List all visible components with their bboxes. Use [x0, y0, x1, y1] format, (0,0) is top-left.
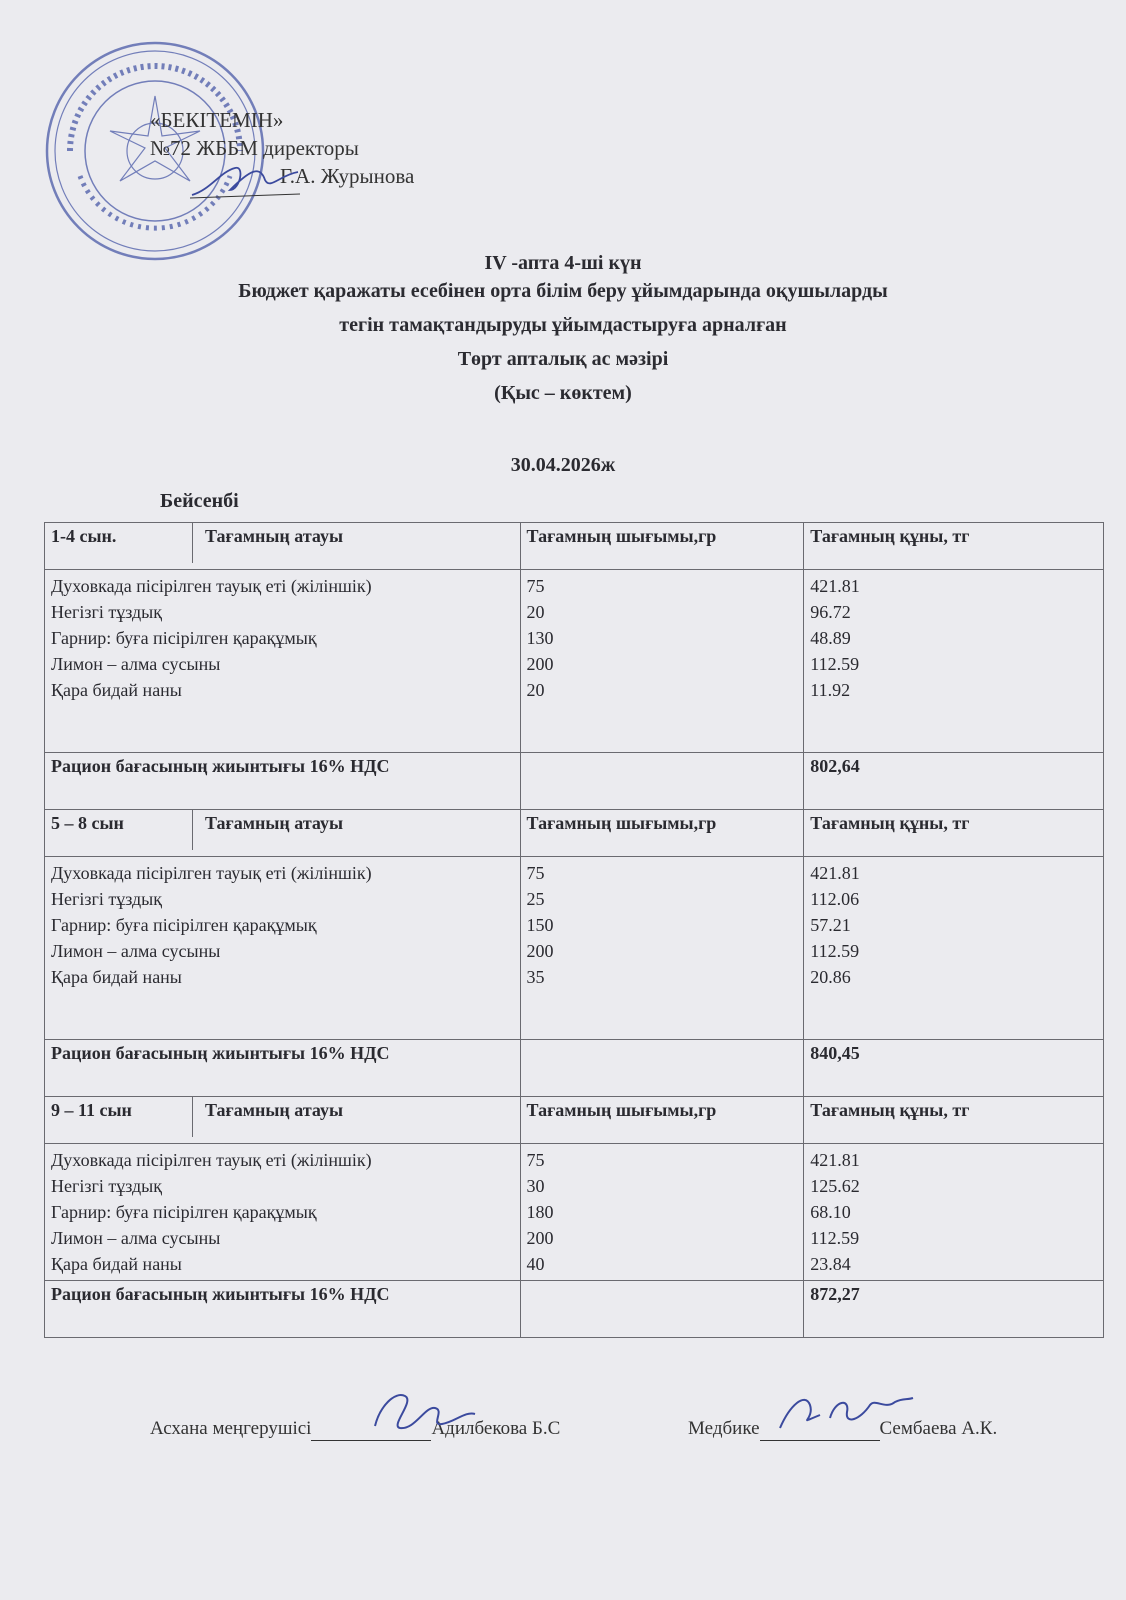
- dish-column-header: [45, 1097, 521, 1144]
- dish-yield: 75: [526, 863, 545, 883]
- class-label: 9 – 11 сын: [45, 1097, 193, 1137]
- group-total-row: [45, 1281, 1104, 1338]
- dish-yield: 20: [526, 680, 545, 700]
- dish-price: 96.72: [810, 602, 851, 622]
- dish-name: Қара бидай наны: [51, 1254, 182, 1274]
- dish-yield: 200: [526, 941, 554, 961]
- dish-yield: 180: [526, 1202, 554, 1222]
- yield-column-header: Тағамның шығымы,гр: [520, 1097, 804, 1144]
- dish-name: Духовкада пісірілген тауық еті (жіліншік): [51, 576, 372, 596]
- dish-price: 421.81: [810, 863, 860, 883]
- dish-column-header: [45, 810, 521, 857]
- approval-position: №72 ЖББМ директоры: [150, 136, 359, 160]
- dish-name: Негізгі тұздық: [51, 889, 163, 909]
- dish-price: 112.59: [810, 654, 860, 674]
- dish-price: 68.10: [810, 1202, 851, 1222]
- total-label: Рацион бағасының жиынтығы 16% НДС: [45, 1281, 521, 1338]
- total-empty-cell: [520, 1281, 804, 1338]
- menu-date: 30.04.2026ж: [510, 454, 616, 476]
- dish-price: 125.62: [810, 1176, 860, 1196]
- total-value: 802,64: [804, 753, 1104, 810]
- dish-yield: 130: [526, 628, 554, 648]
- dish-name: Лимон – алма сусыны: [51, 1228, 221, 1248]
- group-total-row: [45, 753, 1104, 810]
- total-label: Рацион бағасының жиынтығы 16% НДС: [45, 1040, 521, 1097]
- group-items-row: [45, 570, 1104, 753]
- dish-header-label: Тағамның атауы: [205, 526, 344, 546]
- dish-price: 112.06: [810, 889, 860, 909]
- total-value: 840,45: [804, 1040, 1104, 1097]
- dish-price: 48.89: [810, 628, 851, 648]
- dish-yield: 20: [526, 602, 545, 622]
- dish-header-label: Тағамның атауы: [205, 813, 344, 833]
- dish-names-cell: [45, 1144, 521, 1281]
- dish-yield: 75: [526, 576, 545, 596]
- dish-name: Лимон – алма сусыны: [51, 654, 221, 674]
- dish-yield: 200: [526, 654, 554, 674]
- total-value: 872,27: [804, 1281, 1104, 1338]
- menu-table: [44, 522, 1104, 1338]
- dish-yield: 35: [526, 967, 545, 987]
- dish-name: Негізгі тұздық: [51, 1176, 163, 1196]
- dish-price: 112.59: [810, 1228, 860, 1248]
- cook-signature-icon: [370, 1386, 480, 1436]
- dish-yields-cell: [520, 857, 804, 1040]
- dish-name: Лимон – алма сусыны: [51, 941, 221, 961]
- group-header-row: [45, 810, 1104, 857]
- nurse-role: Медбике: [688, 1418, 760, 1439]
- dish-prices-cell: [804, 570, 1104, 753]
- director-signature-icon: [190, 160, 300, 200]
- dish-price: 57.21: [810, 915, 851, 935]
- heading-line-3: Төрт апталық ас мәзірі: [457, 348, 669, 370]
- dish-name: Духовкада пісірілген тауық еті (жіліншік): [51, 863, 372, 883]
- yield-column-header: Тағамның шығымы,гр: [520, 523, 804, 570]
- dish-name: Духовкада пісірілген тауық еті (жіліншік): [51, 1150, 372, 1170]
- dish-yield: 200: [526, 1228, 554, 1248]
- nurse-name: Сембаева А.К.: [879, 1418, 998, 1439]
- weekday: Бейсенбі: [160, 490, 239, 512]
- dish-names-cell: [45, 857, 521, 1040]
- heading-line-2: тегін тамақтандыруды ұйымдастыруға арналған: [339, 314, 787, 336]
- dish-name: Гарнир: буға пісірілген қарақұмық: [51, 915, 317, 935]
- cook-role: Асхана меңгерушісі: [150, 1418, 312, 1439]
- dish-yield: 150: [526, 915, 554, 935]
- dish-name: Гарнир: буға пісірілген қарақұмық: [51, 1202, 317, 1222]
- dish-prices-cell: [804, 1144, 1104, 1281]
- week-day: IV -апта 4-ші күн: [484, 252, 642, 274]
- total-empty-cell: [520, 1040, 804, 1097]
- group-header-row: [45, 523, 1104, 570]
- price-column-header: Тағамның құны, тг: [804, 1097, 1104, 1144]
- dish-price: 421.81: [810, 576, 860, 596]
- dish-column-header: [45, 523, 521, 570]
- yield-column-header: Тағамның шығымы,гр: [520, 810, 804, 857]
- approval-director-name: Г.А. Журынова: [280, 164, 415, 188]
- group-total-row: [45, 1040, 1104, 1097]
- cook-name: Адилбекова Б.С: [431, 1418, 561, 1439]
- dish-names-cell: [45, 570, 521, 753]
- total-empty-cell: [520, 753, 804, 810]
- dish-price: 20.86: [810, 967, 851, 987]
- class-label: 1-4 сын.: [45, 523, 193, 563]
- dish-yield: 30: [526, 1176, 545, 1196]
- dish-yield: 75: [526, 1150, 545, 1170]
- dish-price: 11.92: [810, 680, 851, 700]
- heading-season: (Қыс – көктем): [494, 382, 632, 404]
- dish-yields-cell: [520, 1144, 804, 1281]
- dish-yield: 40: [526, 1254, 545, 1274]
- dish-name: Гарнир: буға пісірілген қарақұмық: [51, 628, 317, 648]
- price-column-header: Тағамның құны, тг: [804, 523, 1104, 570]
- dish-name: Негізгі тұздық: [51, 602, 163, 622]
- approval-title: «БЕКІТЕМІН»: [150, 108, 284, 132]
- dish-yields-cell: [520, 570, 804, 753]
- group-items-row: [45, 857, 1104, 1040]
- class-label: 5 – 8 сын: [45, 810, 193, 850]
- dish-name: Қара бидай наны: [51, 680, 182, 700]
- dish-name: Қара бидай наны: [51, 967, 182, 987]
- nurse-signature-icon: [775, 1390, 915, 1434]
- dish-price: 23.84: [810, 1254, 851, 1274]
- price-column-header: Тағамның құны, тг: [804, 810, 1104, 857]
- dish-price: 421.81: [810, 1150, 860, 1170]
- heading-line-1: Бюджет қаражаты есебінен орта білім беру ұйымдарында оқушыларды: [238, 280, 888, 302]
- cook-signature-block: [150, 1418, 560, 1441]
- dish-header-label: Тағамның атауы: [205, 1100, 344, 1120]
- dish-yield: 25: [526, 889, 545, 909]
- group-items-row: [45, 1144, 1104, 1281]
- dish-prices-cell: [804, 857, 1104, 1040]
- total-label: Рацион бағасының жиынтығы 16% НДС: [45, 753, 521, 810]
- dish-price: 112.59: [810, 941, 860, 961]
- group-header-row: [45, 1097, 1104, 1144]
